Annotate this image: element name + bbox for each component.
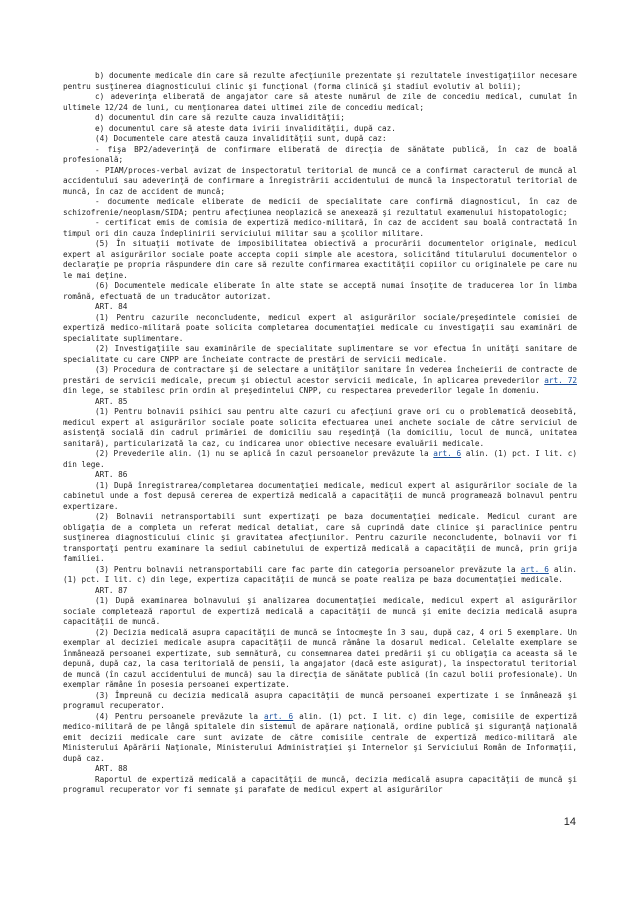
paragraph: (3) Împreună cu decizia medicală asupra capacităţii de muncă persoanei expertizate i se înmânează şi programul recuperator. xyxy=(63,690,577,710)
law-article-link[interactable]: art. 6 xyxy=(433,449,462,458)
article-heading: ART. 87 xyxy=(95,585,128,595)
article-heading: ART. 88 xyxy=(95,764,128,773)
paragraph xyxy=(63,365,577,397)
paragraph-text: (2) Prevederile alin. (1) nu se aplică în cazul persoanelor prevăzute la xyxy=(95,449,434,458)
paragraph: (2) Decizia medicală asupra capacităţii de muncă se întocmeşte în 3 sau, după caz, 4 ori 5 exemplare. Un exemplar al deciziei medicale asupra capacităţii de muncă rămâne la dosarul medical. Celelalte exemplare se înmânează persoanei expertizate, sub semnătură, cu consemnarea datei predării şi cu obligaţia ca aceasta să le depună, după caz, la casa teritorială de pensii, la angajator (dacă este asigurat), la inspectoratul teritorial de muncă (în cazul accidentului de muncă) sau la direcţia de sănătate publică (în cazul bolii profesionale). Un exemplar rămâne în posesia persoanei expertizate. xyxy=(63,627,577,689)
paragraph-text: alin. (1) pct. I lit. c) din lege, comisiile de expertiză medico-militară de pe lângă spitalele din sistemul de apărare naţională, ordine publică şi siguranţă naţională emit decizii medicale care sunt avizate de către comisiile centrale de expertiză medico-militară ale Ministerului Apărării Naţionale, Ministerului Administraţiei şi Internelor şi Serviciului Român de Informaţii, după caz. xyxy=(63,711,577,763)
document-body xyxy=(63,71,577,796)
paragraph: - documente medicale eliberate de medicii de specialitate care confirmă diagnosticul, în caz de schizofrenie/neoplasm/SIDA; pentru afecţiunea neoplazică se anexează şi rezultatul examenului histopatologic; xyxy=(63,197,577,217)
paragraph: - PIAM/proces-verbal avizat de inspectoratul teritorial de muncă ce a confirmat caracterul de muncă al accidentului sau adeverinţă de confirmare a înregistrării accidentului de muncă la inspectoratul teritorial de muncă, în caz de accident de muncă; xyxy=(63,165,577,196)
paragraph: (1) După examinarea bolnavului şi analizarea documentaţiei medicale, medicul expert al asigurărilor sociale completează raportul de expertiză medicală a capacităţii de muncă şi emite decizia medicală asupra capacităţii de muncă. xyxy=(63,596,577,626)
paragraph: (6) Documentele medicale eliberate în alte state se acceptă numai însoţite de traducerea lor în limba română, efectuată de un traducător autorizat. xyxy=(63,281,577,301)
paragraph xyxy=(63,449,577,470)
paragraph: b) documente medicale din care să rezulte afecţiunile prezentate şi rezultatele investigaţiilor necesare pentru susţinerea diagnosticului clinic şi funcţional (forma clinică şi stadiul evolutiv al bolii); xyxy=(63,71,577,91)
paragraph-text: din lege, se stabilesc prin ordin al preşedintelui CNPP, cu respectarea prevederilor legale în domeniu. xyxy=(63,386,540,395)
paragraph xyxy=(63,565,577,586)
article-heading: ART. 86 xyxy=(95,470,128,479)
law-article-link[interactable]: art. 72 xyxy=(544,375,577,385)
paragraph: c) adeverinţa eliberată de angajator care să ateste numărul de zile de concediu medical, cumulat în ultimele 12/24 de luni, cu menţionarea datei ultimei zile de concediu medical; xyxy=(63,92,577,112)
paragraph: - certificat emis de comisia de expertiză medico-militară, în caz de accident sau boală contractată în timpul ori din cauza îndeplinirii serviciului militar sau a şcolilor militare. xyxy=(63,218,577,238)
paragraph-text: (4) Pentru persoanele prevăzute la xyxy=(95,711,264,721)
law-article-link[interactable]: art. 6 xyxy=(520,564,549,574)
paragraph-text: (3) Pentru bolnavii netransportabili care fac parte din categoria persoanelor prevăzute la xyxy=(95,564,521,574)
paragraph: (1) După înregistrarea/completarea documentaţiei medicale, medicul expert al asigurărilor sociale de la cabinetul unde a fost depusă cererea de expertiză medicală a capacităţii de muncă programează bolnavul pentru expertizare. xyxy=(63,480,577,511)
paragraph-text: alin. (1) pct. I lit. c) din lege, expertiza capacităţii de muncă se poate realiza pe baza documentaţiei medicale. xyxy=(63,564,577,584)
paragraph xyxy=(63,712,577,765)
paragraph: e) documentul care să ateste data ivirii invalidităţii, după caz. xyxy=(95,123,396,133)
paragraph: (1) Pentru cazurile neconcludente, medicul expert al asigurărilor sociale/preşedintele comisiei de expertiză medico-militară poate solicita completarea documentaţiei medicale cu investigaţii sau examinări de specialitate suplimentare. xyxy=(63,312,577,343)
paragraph: (4) Documentele care atestă cauza invalidităţii sunt, după caz: xyxy=(95,134,387,143)
paragraph: d) documentul din care să rezulte cauza invalidităţii; xyxy=(95,113,345,122)
paragraph: (5) În situaţii motivate de imposibilitatea obiectivă a procurării documentelor originale, medicul expert al asigurărilor sociale poate accepta copii simple ale acestora, solicitând titularului documentelor o declaraţie pe propria răspundere din care să rezulte confirmarea exactităţii copiilor cu originalele pe care nu le mai deţine. xyxy=(63,239,577,280)
law-article-link[interactable]: art. 6 xyxy=(263,711,294,721)
paragraph: (2) Bolnavii netransportabili sunt expertizaţi pe baza documentaţiei medicale. Medicul curant are obligaţia de a completa un referat medical detaliat, care să cuprindă date clinice şi paraclinice pentru susţinerea diagnosticului clinic şi gravitatea afecţiunilor. Pentru cazurile neconcludente, bolnavii vor fi transportaţi pentru examinare la sediul cabinetului de expertiză medicală a capacităţii de muncă, prin grija familiei. xyxy=(63,512,577,563)
paragraph: - fişa BP2/adeverinţă de confirmare eliberată de direcţia de sănătate publică, în caz de boală profesională; xyxy=(63,144,577,164)
article-heading: ART. 84 xyxy=(95,302,128,311)
paragraph: (2) Investigaţiile sau examinările de specialitate suplimentare se vor efectua în unităţi sanitare de specialitate cu care CNPP are încheiate contracte de prestări de servicii medicale. xyxy=(63,344,577,364)
page-number: 14 xyxy=(563,816,576,828)
paragraph-text: alin. (1) pct. I lit. c) din lege. xyxy=(63,449,577,469)
paragraph: (1) Pentru bolnavii psihici sau pentru alte cazuri cu afecţiuni grave ori cu o problematică deosebită, medicul expert al asigurărilor sociale poate solicita efectuarea unei anchete sociale de către serviciul de asistenţă socială din cadrul primăriei de domiciliu sau reşedinţă (la domiciliu, locul de muncă, unitatea sanitară), particularizată la caz, cu indicarea unor obiective necesare evaluării medicale. xyxy=(63,407,577,448)
article-heading: ART. 85 xyxy=(95,396,128,406)
paragraph-text: (3) Procedura de contractare şi de selectare a unităţilor sanitare în vederea încheierii de contracte de prestări de servicii medicale, precum şi obiectul acestor servicii medicale, în aplicarea prevederilor xyxy=(63,365,577,385)
paragraph: Raportul de expertiză medicală a capacităţii de muncă, decizia medicală asupra capacităţii de muncă şi programul recuperator vor fi semnate şi parafate de medicul expert al asigurărilor xyxy=(63,774,577,794)
